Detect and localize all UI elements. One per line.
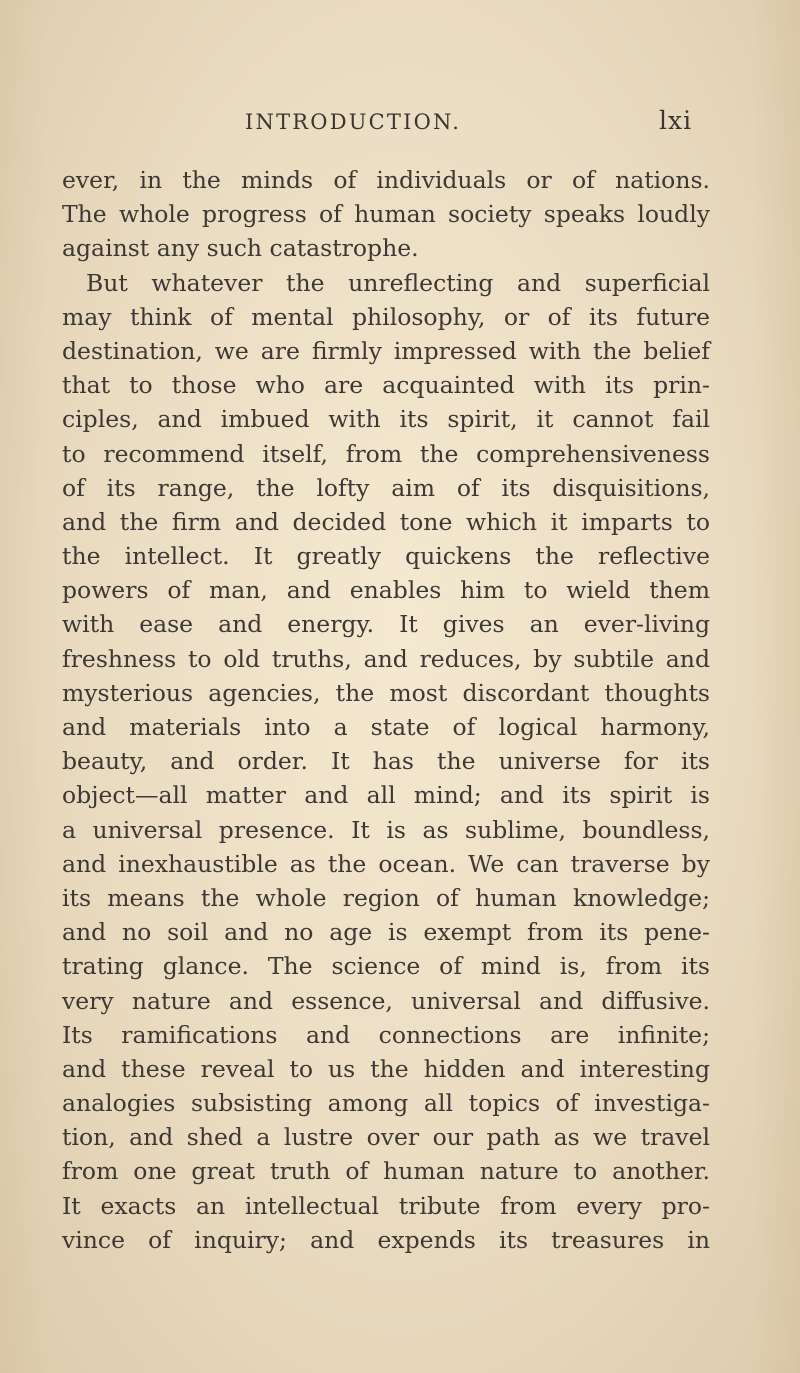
text-line: against any such catastrophe. xyxy=(62,234,419,263)
text-line: vince of inquiry; and expends its treasures in xyxy=(62,1225,710,1254)
text-line: ever, in the minds of individuals or of nations. xyxy=(62,166,710,194)
text-line: The whole progress of human society speaks loudly xyxy=(62,200,710,229)
running-title: INTRODUCTION. xyxy=(245,110,462,134)
text-line: and these reveal to us the hidden and interesting xyxy=(62,1054,710,1083)
page-number: lxi xyxy=(659,106,693,135)
text-line: object—all matter and all mind; and its spirit is xyxy=(62,781,710,810)
text-line: and the firm and decided tone which it imparts to xyxy=(62,507,710,536)
text-line: its means the whole region of human knowledge; xyxy=(62,883,710,912)
text-line: But whatever the unreflecting and superficial xyxy=(86,268,710,297)
running-head xyxy=(0,107,800,141)
text-line: beauty, and order. It has the universe for its xyxy=(62,747,710,776)
text-line: a universal presence. It is as sublime, boundless, xyxy=(62,815,710,844)
text-line: may think of mental philosophy, or of its future xyxy=(62,302,710,331)
text-line: destination, we are firmly impressed with the belief xyxy=(62,336,710,365)
text-line: freshness to old truths, and reduces, by subtile and xyxy=(62,644,710,673)
text-line: from one great truth of human nature to another. xyxy=(62,1157,710,1186)
text-line: and inexhaustible as the ocean. We can traverse by xyxy=(62,849,710,878)
text-line: It exacts an intellectual tribute from every pro- xyxy=(62,1191,710,1220)
text-line: trating glance. The science of mind is, from its xyxy=(62,952,710,981)
text-line: tion, and shed a lustre over our path as we travel xyxy=(62,1123,710,1152)
text-line: with ease and energy. It gives an ever-living xyxy=(62,610,710,639)
text-line: and materials into a state of logical harmony, xyxy=(62,713,710,741)
text-line: Its ramifications and connections are infinite; xyxy=(62,1020,710,1049)
text-line: powers of man, and enables him to wield them xyxy=(62,576,710,605)
text-line: very nature and essence, universal and diffusive. xyxy=(62,986,710,1015)
text-line: to recommend itself, from the comprehensiveness xyxy=(62,439,710,468)
text-line: that to those who are acquainted with its prin- xyxy=(62,371,710,400)
body-text xyxy=(62,163,710,1257)
text-line: of its range, the lofty aim of its disquisitions, xyxy=(62,473,710,502)
text-line: and no soil and no age is exempt from its pene- xyxy=(62,918,710,947)
text-line: analogies subsisting among all topics of investiga- xyxy=(62,1089,710,1118)
text-line: ciples, and imbued with its spirit, it cannot fail xyxy=(62,405,710,434)
text-line: mysterious agencies, the most discordant thoughts xyxy=(62,678,710,707)
text-line: the intellect. It greatly quickens the reflective xyxy=(62,542,710,571)
